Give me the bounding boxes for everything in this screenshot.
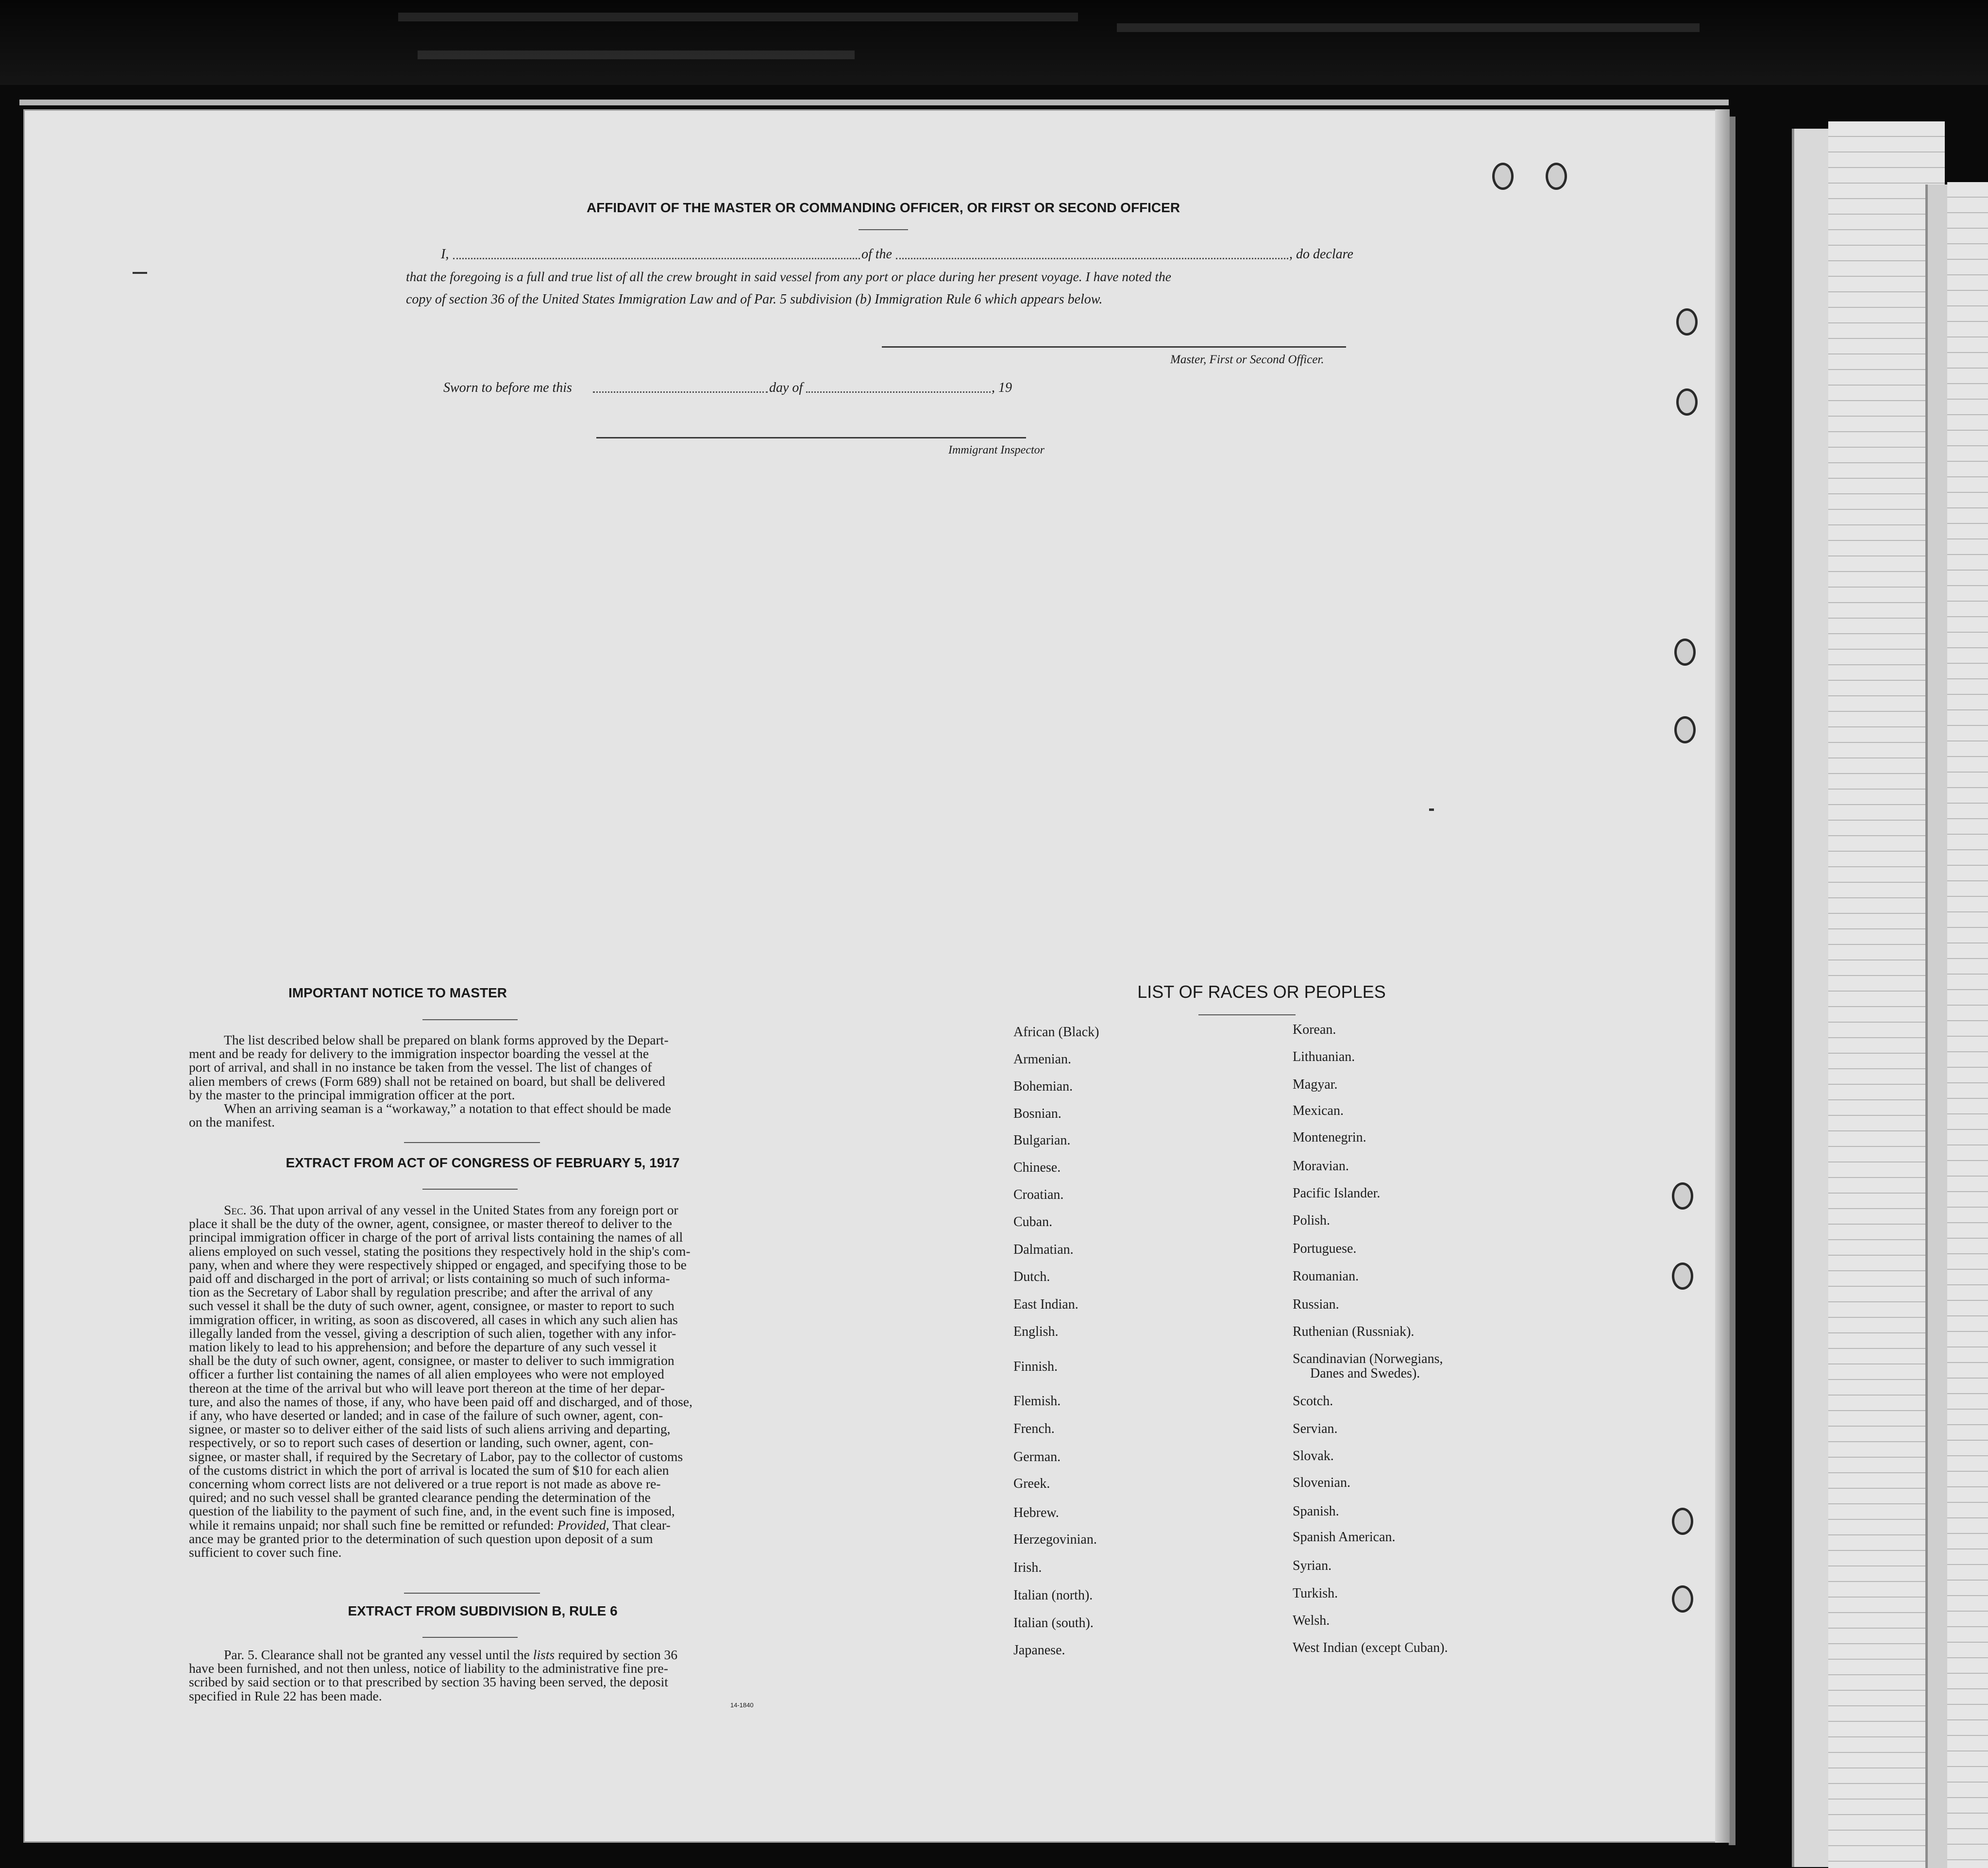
act-line: officer a further list containing the names of all alien employees who were not employed: [189, 1366, 664, 1382]
race-item-left: Italian (south).: [1013, 1616, 1094, 1631]
title-underline: [859, 229, 908, 230]
act-line: [189, 1203, 777, 1217]
race-item-right: Ruthenian (Russniak).: [1293, 1324, 1415, 1339]
master-signature-label: Master, First or Second Officer.: [1170, 353, 1324, 366]
officer-name-field[interactable]: [453, 258, 860, 259]
race-item-right: Spanish American.: [1293, 1530, 1396, 1545]
underlying-page-edge: [19, 100, 1729, 105]
binder-hole: [1676, 308, 1698, 336]
rule6-line-text: Par. 5. Clearance shall not be granted any vessel until the: [224, 1647, 530, 1662]
notice-line: by the master to the principal immigration officer at the port.: [189, 1087, 515, 1102]
race-item-right: Welsh.: [1293, 1613, 1330, 1628]
race-item-left: African (Black): [1013, 1025, 1099, 1040]
act-line-text: while it remains unpaid; nor shall such fine be remitted or refunded:: [189, 1517, 554, 1532]
act-line: pany, when and where they were respectively shipped or engaged, and specifying those to be: [189, 1257, 687, 1272]
provided-label: Provided,: [557, 1517, 609, 1532]
race-item-left: Greek.: [1013, 1476, 1050, 1491]
race-item-left: East Indian.: [1013, 1297, 1078, 1312]
section-rule: [404, 1142, 540, 1143]
race-item-left: Bohemian.: [1013, 1079, 1073, 1094]
rule6-line: have been furnished, and not then unless, notice of liability to the administrative fine pre-: [189, 1661, 668, 1676]
race-item-right: Slovenian.: [1293, 1475, 1350, 1490]
race-item-right: Korean.: [1293, 1022, 1336, 1037]
act-rule: [422, 1189, 518, 1190]
rule6-line: specified in Rule 22 has been made.: [189, 1688, 382, 1703]
act-line: thereon at the time of the arrival but who will leave port thereon at the time of her depar-: [189, 1380, 665, 1396]
race-item-right: Syrian.: [1293, 1558, 1332, 1573]
affidavit-i-label: I,: [441, 247, 449, 262]
race-item-left: Flemish.: [1013, 1394, 1061, 1409]
affidavit-line-3: copy of section 36 of the United States Immigration Law and of Par. 5 subdivision (b) Immigration Rule 6 which appears below.: [406, 292, 1103, 307]
notice-line: alien members of crews (Form 689) shall not be retained on board, but shall be delivered: [189, 1073, 665, 1089]
act-line: quired; and no such vessel shall be granted clearance pending the determination of the: [189, 1490, 651, 1505]
race-item-right: Slovak.: [1293, 1448, 1334, 1464]
faint-bleed-text: [1117, 23, 1700, 32]
section-rule: [404, 1593, 540, 1594]
race-item-right: Roumanian.: [1293, 1269, 1359, 1284]
race-item-left: Japanese.: [1013, 1643, 1065, 1658]
race-item-left: Dutch.: [1013, 1269, 1050, 1284]
race-item-left: Cuban.: [1013, 1214, 1053, 1229]
act-line: ance may be granted prior to the determination of such question upon deposit of a sum: [189, 1531, 653, 1546]
race-item-left: Bulgarian.: [1013, 1133, 1071, 1148]
race-item-right: Montenegrin.: [1293, 1130, 1366, 1145]
race-item-right: Polish.: [1293, 1213, 1331, 1228]
binder-hole: [1674, 639, 1696, 666]
form-number: 14-1840: [730, 1701, 754, 1709]
act-line: tion as the Secretary of Labor shall by regulation prescribe; and after the arrival of any: [189, 1284, 653, 1300]
faint-bleed-text: [398, 13, 1078, 21]
race-item-left: Dalmatian.: [1013, 1242, 1074, 1257]
races-rule: [1198, 1014, 1296, 1015]
race-item-right: Turkish.: [1293, 1586, 1338, 1601]
act-line: if any, who have deserted or landed; and in case of the failure of such owner, agent, con-: [189, 1408, 663, 1423]
binder-hole: [1492, 163, 1514, 190]
race-item-right: Portuguese.: [1293, 1241, 1357, 1256]
race-item-left: Finnish.: [1013, 1359, 1058, 1374]
notice-line: When an arriving seaman is a “workaway,” a notation to that effect should be made: [224, 1101, 671, 1116]
act-line: mation likely to lead to his apprehension; and before the departure of any such vessel it: [189, 1339, 657, 1355]
act-title: EXTRACT FROM ACT OF CONGRESS OF FEBRUARY 5, 1917: [286, 1155, 680, 1170]
race-item-left: French.: [1013, 1421, 1055, 1436]
race-item-right: Mexican.: [1293, 1103, 1344, 1118]
affidavit-line-2: that the foregoing is a full and true list of all the crew brought in said vessel from any port or place during her present voyage. I have noted the: [406, 269, 1171, 284]
act-line: sufficient to cover such fine.: [189, 1545, 342, 1560]
lists-word: lists: [533, 1647, 555, 1662]
act-line: immigration officer, in writing, as soon as discovered, all cases in which any such alien has: [189, 1312, 678, 1327]
binder-hole: [1672, 1262, 1693, 1290]
race-item-left: English.: [1013, 1324, 1059, 1339]
act-line: place it shall be the duty of the owner, agent, consignee, or master thereof to deliver to the: [189, 1216, 672, 1231]
race-item-left: Croatian.: [1013, 1187, 1064, 1202]
rule6-line: scribed by said section or to that prescribed by section 35 having been served, the deposit: [189, 1674, 668, 1690]
race-item-right: West Indian (except Cuban).: [1293, 1640, 1448, 1655]
act-line-text: 36. That upon arrival of any vessel in the United States from any foreign port or: [250, 1202, 678, 1217]
rule6-rule: [422, 1637, 518, 1638]
race-item-left: Herzegovinian.: [1013, 1532, 1097, 1547]
act-line: paid off and discharged in the port of arrival; or lists containing so much of such informa-: [189, 1271, 670, 1286]
race-item-right: Lithuanian.: [1293, 1049, 1355, 1064]
act-line: concerning whom correct lists are not delivered or a true report is not made as above re-: [189, 1476, 661, 1492]
sec-label: Sec.: [224, 1202, 247, 1217]
act-line: such vessel it shall be the duty of such owner, agent, consignee, or master to report to such: [189, 1298, 674, 1313]
act-line: [189, 1518, 777, 1532]
binder-hole: [1672, 1182, 1693, 1210]
affidavit-title: AFFIDAVIT OF THE MASTER OR COMMANDING OFFICER, OR FIRST OR SECOND OFFICER: [586, 200, 1180, 215]
inspector-signature-line[interactable]: [596, 437, 1026, 438]
race-item-right: Servian.: [1293, 1421, 1338, 1436]
notice-line: The list described below shall be prepared on blank forms approved by the Depart-: [224, 1032, 669, 1047]
race-item-right: Moravian.: [1293, 1159, 1349, 1174]
race-item-right: Pacific Islander.: [1293, 1186, 1381, 1201]
race-item-left: Chinese.: [1013, 1160, 1061, 1175]
affidavit-of-the-label: of the: [861, 247, 892, 262]
binder-hole: [1672, 1585, 1693, 1613]
notice-line: on the manifest.: [189, 1114, 275, 1130]
act-line: respectively, or so to report such cases of desertion or landing, such owner, agent, con-: [189, 1435, 654, 1450]
act-line: illegally landed from the vessel, giving a description of such alien, together with any infor-: [189, 1325, 676, 1341]
notice-title: IMPORTANT NOTICE TO MASTER: [288, 985, 507, 1000]
sworn-label: Sworn to before me this: [443, 380, 572, 395]
rule6-body: [189, 1648, 777, 1703]
binder-hole: [1672, 1508, 1693, 1535]
races-title: LIST OF RACES OR PEOPLES: [1137, 982, 1386, 1002]
adjacent-sheet: [1792, 129, 1828, 1867]
ink-speck: [133, 272, 147, 274]
inspector-label: Immigrant Inspector: [948, 444, 1045, 456]
act-body: [189, 1203, 777, 1559]
race-item-right: Danes and Swedes).: [1310, 1366, 1420, 1381]
race-item-right: Russian.: [1293, 1297, 1339, 1312]
act-line-text: That clear-: [612, 1517, 671, 1532]
act-line: of the customs district in which the port of arrival is located the sum of $10 for each alien: [189, 1462, 669, 1478]
manifest-page: [23, 109, 1728, 1843]
page-curl-shadow: [1715, 109, 1730, 1843]
race-item-left: Hebrew.: [1013, 1505, 1059, 1520]
race-item-right: Scandinavian (Norwegians,: [1293, 1351, 1443, 1366]
act-line: shall be the duty of such owner, agent, consignee, or master to deliver to such immigration: [189, 1353, 674, 1368]
race-item-right: Spanish.: [1293, 1504, 1339, 1519]
faint-bleed-text: [418, 50, 855, 59]
rule6-title: EXTRACT FROM SUBDIVISION B, RULE 6: [348, 1603, 618, 1618]
adjacent-ledger-sheet: [1947, 182, 1988, 1868]
underlying-page-edge: [1729, 117, 1735, 1845]
act-line: aliens employed on such vessel, stating the positions they respectively hold in the ship's com-: [189, 1243, 691, 1259]
notice-line: port of arrival, and shall in no instance be taken from the vessel. The list of changes of: [189, 1060, 652, 1075]
binder-hole: [1676, 388, 1698, 416]
binder-hole: [1546, 163, 1567, 190]
notice-rule: [422, 1019, 518, 1020]
sworn-month-field[interactable]: [806, 391, 991, 393]
act-line: signee, or master so to deliver either of the said lists of such aliens arriving and departing,: [189, 1421, 671, 1437]
rule6-line: [189, 1648, 777, 1662]
act-line: ture, and also the names of those, if any, who have been paid off and discharged, and of those,: [189, 1394, 693, 1409]
rule6-line-text: required by section 36: [558, 1647, 678, 1662]
race-item-right: Magyar.: [1293, 1077, 1338, 1092]
act-line: signee, or master shall, if required by the Secretary of Labor, pay to the collector of customs: [189, 1448, 683, 1464]
race-item-left: Italian (north).: [1013, 1588, 1093, 1603]
affidavit-do-declare: , do declare: [1289, 247, 1353, 262]
act-line: principal immigration officer in charge of the port of arrival lists containing the names of all: [189, 1229, 683, 1245]
film-top-strip: [0, 0, 1988, 85]
master-signature-line[interactable]: [882, 346, 1346, 348]
act-line: question of the liability to the payment of such fine, and, in the event such fine is imposed,: [189, 1503, 675, 1519]
binder-hole: [1674, 716, 1696, 743]
race-item-right: Scotch.: [1293, 1394, 1333, 1409]
ink-speck: [1429, 808, 1434, 811]
race-item-left: Armenian.: [1013, 1052, 1071, 1067]
race-item-left: German.: [1013, 1449, 1061, 1464]
notice-body: [189, 1033, 777, 1129]
race-item-left: Irish.: [1013, 1560, 1042, 1575]
day-of-label: day of: [769, 380, 803, 395]
sworn-day-field[interactable]: [593, 391, 768, 393]
vessel-name-field[interactable]: [896, 258, 1288, 259]
notice-line: ment and be ready for delivery to the immigration inspector boarding the vessel at the: [189, 1046, 649, 1061]
year-prefix: , 19: [992, 380, 1012, 395]
race-item-left: Bosnian.: [1013, 1106, 1061, 1121]
